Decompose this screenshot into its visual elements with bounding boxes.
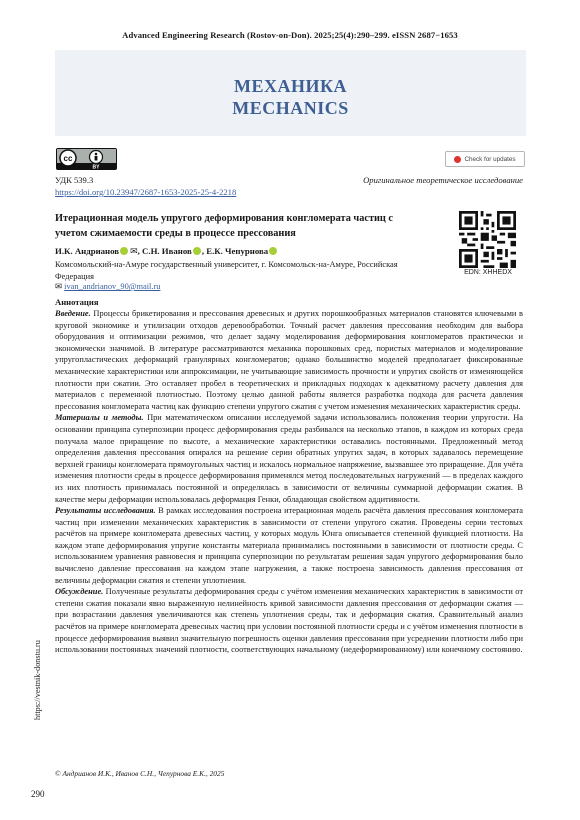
check-for-updates-button[interactable] — [445, 151, 525, 167]
doi-link[interactable]: https://doi.org/10.23947/2687-1653-2025-25-4-2218 — [55, 187, 237, 197]
journal-url[interactable]: https://vestnik-donstu.ru — [33, 640, 42, 720]
abstract-methods: Материалы и методы. При математическом описании исследуемой задачи использовались положения теории упругости. На основании принципа суперпозиции процесс деформирования среды разбивался на несколько этапов, в каждом из которых среда получала малое приращение по высоте, а механические характеристики оставались постоянными. Предложенный метод определения давления прессования опирался на решение серии обратных упругих задач, в которых задавалось перемещение верхней границы конгломерата прямоугольных частиц и искалось нормальное напряжение, вызвавшее это приращение. Для учёта изменения плотности среды в процессе деформирования применялся метод последовательных нагружений — в пределах каждого из них плотность принималась постоянной и определялась в зависимости от величины суммарной деформации сжатия. В качестве меры деформации использовалась деформация Генки, обладающая свойством аддитивности. — [55, 413, 523, 504]
abstract-heading: Аннотация — [55, 297, 99, 307]
author-name: Е.К. Чепурнова — [206, 246, 269, 256]
envelope-icon: ✉ — [130, 246, 138, 256]
section-label: Введение. — [55, 309, 91, 318]
article-title: Итерационная модель упругого деформирования конгломерата частиц с учетом сжимаемости среды в процессе прессования — [55, 213, 394, 239]
author-name: С.Н. Иванов — [142, 246, 192, 256]
cc-by-icon[interactable] — [56, 148, 117, 170]
email-line — [55, 281, 160, 291]
section-label: Результаты исследования. — [55, 506, 156, 516]
license-label: BY — [92, 164, 100, 170]
abstract-results: Результаты исследования. В рамках исследования построена итерационная модель расчёта давления прессования конгломерата частиц при изменении механических характеристик в зависимости от степени упругого сжатия. Проведены серии тестовых расчётов на примере конгломерата древесных частиц, у которых модуль Юнга описывается степенной функцией плотности. На каждом этапе деформирования упругие константы материала принимались постоянными в зависимости от плотности среды. С использованием уравнения равновесия и принципа суперпозиции по результатам решения задач упругого деформирования было вычислено давление прессования на каждом этапе нагружения, а также построена зависимость давления прессования от величины деформации сжатия и степени уплотнения. — [55, 506, 524, 585]
orcid-icon[interactable] — [193, 247, 201, 255]
email-link[interactable]: ivan_andrianov_90@mail.ru — [64, 282, 161, 291]
envelope-icon: ✉ — [55, 282, 63, 291]
journal-header: Advanced Engineering Research (Rostov-on-Don). 2025;25(4):290–299. eISSN 2687−1653 — [122, 30, 458, 40]
section-label: Материалы и методы. — [55, 413, 144, 423]
page-number: 290 — [31, 789, 45, 799]
udk-code: УДК 539.3 — [55, 175, 94, 185]
orcid-icon[interactable] — [120, 247, 128, 255]
qr-code-icon — [459, 211, 516, 268]
abstract-discussion: Обсуждение. Полученные результаты деформирования среды с учётом изменения механических характеристик в зависимости от степени сжатия показали явно выраженную нелинейность кривой зависимости давления прессования от деформации сжатия — при возрастании давления увеличиваются как степень уплотнения среды, так и деформация сжатия. Сравнительный анализ расчётов на примере конгломерата древесных частиц при условии постоянной плотности среды и с учётом изменения плотности в процессе деформирования выявил значительную погрешность оценки давления прессования при усреднении плотности либо при использовании постоянных значений плотности, соответствующих начальному (недеформированному) или конечному состоянию. — [55, 587, 523, 655]
section-title-en: MECHANICS — [232, 98, 349, 118]
orcid-icon[interactable] — [269, 247, 277, 255]
section-banner — [55, 50, 526, 136]
section-label: Обсуждение. — [55, 587, 104, 597]
crossmark-icon — [454, 156, 461, 163]
affiliation: Комсомольский-на-Амуре государственный университет, г. Комсомольск-на-Амуре, Российская Федерация — [55, 260, 398, 281]
abstract-introduction: Введение. Процессы брикетирования и прессования древесных и других порошкообразных материалов становятся ключевыми в круговой экономике и утилизации отходов деревообработки. Точный расчет давления прессования необходим для выбора оборудования и оптимизации режимов, что делает задачу моделирования деформирования конгломератов практически и экономически значимой. В литературе рассматриваются механика порошковых сред, пористых материалов и моделирование упругопластических деформаций гранулярных конгломератов; однако большинство моделей предполагает фиксированные механические характеристики или аппроксимации, не учитывающие зависимость прочности и упругих свойств от изменяющейся плотности при сжатии. Это оставляет пробел в теоретических и прикладных подходах к адекватному расчету давления для материалов с переменной плотностью. Поэтому целью данной работы является разработка подхода для расчета давления прессования конгломерата частиц как функцию степени упругого сжатия с учетом изменения механических характеристик среды. — [55, 309, 523, 411]
author-list: И.К. Андрианов ✉, С.Н. Иванов , Е.К. Чепурнова — [55, 246, 278, 257]
abstract-body — [55, 308, 523, 656]
edn-code: EDN: XHHEDX — [464, 269, 512, 276]
check-updates-label: Check for updates — [464, 155, 516, 163]
author-name: И.К. Андрианов — [55, 246, 120, 256]
svg-text:cc: cc — [63, 154, 73, 163]
copyright: © Андрианов И.К., Иванов С.Н., Чепурнова Е.К., 2025 — [55, 769, 225, 778]
section-title-ru: МЕХАНИКА — [233, 76, 348, 96]
article-type: Оригинальное теоретическое исследование — [363, 175, 523, 185]
